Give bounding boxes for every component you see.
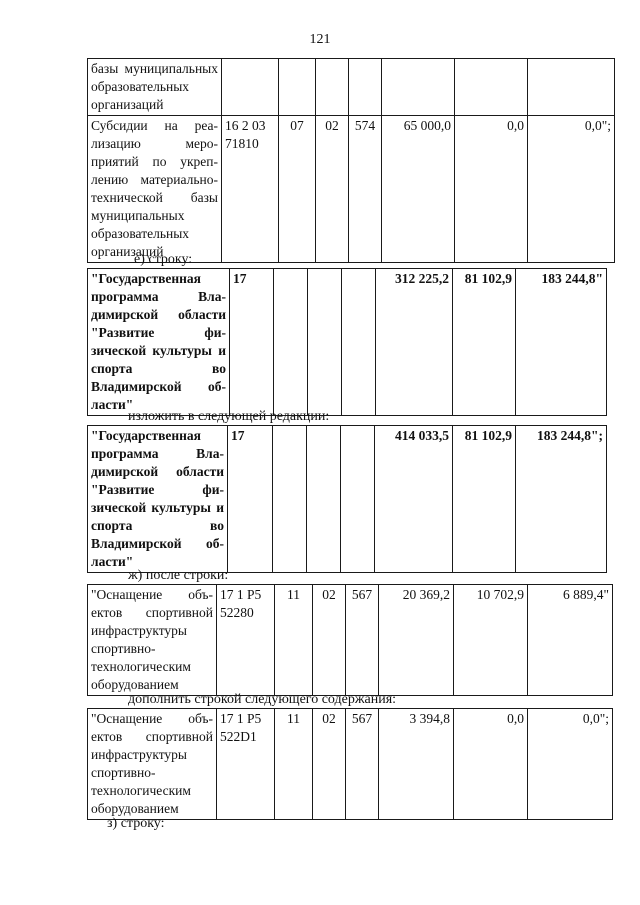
table-row <box>88 709 613 820</box>
row-value-1-cell: 65 000,0 <box>382 116 455 263</box>
budget-table-4 <box>87 584 613 696</box>
row-name-cell: "Государственная программа Владимирской области "Развитие физической культуры и спорта во Владимирской области" <box>88 269 230 416</box>
row-subsection-cell: 02 <box>313 585 346 696</box>
row-code-cell: 16 2 03 71810 <box>222 116 279 263</box>
table-row <box>88 59 615 116</box>
row-name-cell: Субсидии на реализацию мероприятий по укреплению материально-технической базы муниципальных образовательных организаций <box>88 116 222 263</box>
caption-e: е) строку: <box>134 252 193 267</box>
row-value-1-cell: 414 033,5 <box>375 426 453 573</box>
row-expense-type-cell: 567 <box>346 585 379 696</box>
row-section-cell: 11 <box>275 585 313 696</box>
row-section-cell <box>279 59 316 116</box>
row-subsection-cell <box>316 59 349 116</box>
row-value-2-cell: 10 702,9 <box>454 585 528 696</box>
row-section-cell: 07 <box>279 116 316 263</box>
row-expense-type-cell <box>342 269 376 416</box>
row-name-cell: базы муниципальных образовательных организаций <box>88 59 222 116</box>
row-expense-type-cell: 567 <box>346 709 379 820</box>
row-name-cell: "Оснащение объектов спортивной инфраструктуры спортивно-технологическим оборудованием <box>88 585 217 696</box>
budget-table-5 <box>87 708 613 820</box>
row-value-1-cell <box>382 59 455 116</box>
row-value-3-cell: 183 244,8"; <box>516 426 607 573</box>
row-value-1-cell: 312 225,2 <box>376 269 453 416</box>
row-value-2-cell: 81 102,9 <box>453 426 516 573</box>
budget-table-2 <box>87 268 607 416</box>
row-expense-type-cell: 574 <box>349 116 382 263</box>
row-section-cell <box>274 269 308 416</box>
table-row <box>88 585 613 696</box>
row-code-cell: 17 1 P5 52280 <box>217 585 275 696</box>
row-code-cell: 17 1 P5 522D1 <box>217 709 275 820</box>
row-section-cell: 11 <box>275 709 313 820</box>
row-value-2-cell <box>455 59 528 116</box>
budget-table-1 <box>87 58 615 263</box>
row-value-2-cell: 81 102,9 <box>453 269 516 416</box>
row-value-3-cell: 6 889,4" <box>528 585 613 696</box>
row-subsection-cell <box>308 269 342 416</box>
caption-edit: изложить в следующей редакции: <box>128 409 330 424</box>
row-expense-type-cell <box>341 426 375 573</box>
row-value-2-cell: 0,0 <box>455 116 528 263</box>
row-name-cell: "Оснащение объектов спортивной инфраструктуры спортивно-технологическим оборудованием <box>88 709 217 820</box>
row-value-3-cell <box>528 59 615 116</box>
budget-table-3 <box>87 425 607 573</box>
table-row <box>88 426 607 573</box>
caption-add: дополнить строкой следующего содержания: <box>128 692 397 707</box>
row-subsection-cell: 02 <box>316 116 349 263</box>
page-number: 121 <box>309 32 331 47</box>
row-code-cell: 17 <box>228 426 273 573</box>
row-expense-type-cell <box>349 59 382 116</box>
table-row <box>88 269 607 416</box>
row-value-1-cell: 20 369,2 <box>379 585 454 696</box>
row-value-3-cell: 183 244,8" <box>516 269 607 416</box>
row-value-1-cell: 3 394,8 <box>379 709 454 820</box>
row-section-cell <box>273 426 307 573</box>
row-name-cell: "Государственная программа Владимирской области "Развитие физической культуры и спорта во Владимирской области" <box>88 426 228 573</box>
row-value-2-cell: 0,0 <box>454 709 528 820</box>
table-row <box>88 116 615 263</box>
row-value-3-cell: 0,0"; <box>528 116 615 263</box>
row-code-cell <box>222 59 279 116</box>
row-subsection-cell <box>307 426 341 573</box>
row-value-3-cell: 0,0"; <box>528 709 613 820</box>
row-code-cell: 17 <box>230 269 274 416</box>
row-subsection-cell: 02 <box>313 709 346 820</box>
caption-z: з) строку: <box>107 816 165 831</box>
caption-zh: ж) после строки: <box>128 568 229 583</box>
